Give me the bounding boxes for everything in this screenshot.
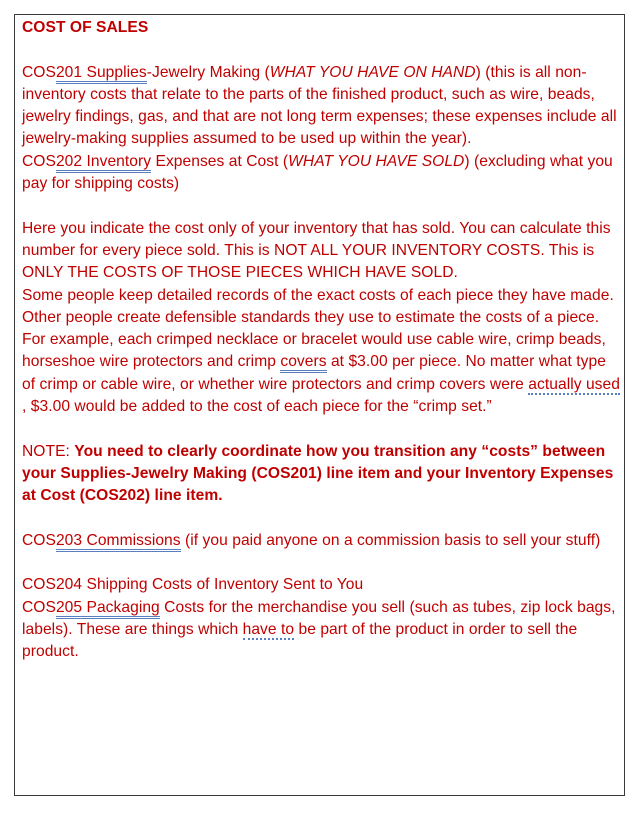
inventory-paragraph-2: Some people keep detailed records of the exact costs of each piece they have made. [22, 286, 614, 304]
cos202-prefix: COS [22, 152, 56, 170]
document-body [22, 17, 620, 664]
covers-word: covers [280, 353, 326, 373]
cos201-name: -Jewelry Making [146, 63, 261, 81]
cos203-prefix: COS [22, 531, 56, 549]
cos202-desc: ) (excluding what you pay for shipping costs) [22, 152, 613, 193]
cos202-name: Expenses at Cost ( [151, 152, 289, 170]
cos202-paragraph [22, 151, 620, 196]
cos203-code: 203 Commissions [56, 532, 181, 552]
note-label: NOTE: [22, 442, 75, 460]
section-title: COST OF SALES [22, 19, 149, 36]
cos202-note: WHAT YOU HAVE SOLD [288, 152, 465, 170]
cos201-note: WHAT YOU HAVE ON HAND [269, 63, 476, 81]
cos201-prefix: COS [22, 63, 56, 81]
cos202-code: 202 Inventory [56, 153, 151, 173]
cos203-desc: (if you paid anyone on a commission basis to sell your stuff) [180, 531, 601, 549]
actually-used-phrase: actually used [528, 375, 620, 393]
inventory-paragraph-3: Other people create defensible standards they use to estimate the costs of a piece. For example, each crimped necklace or bracelet would use cable wire, crimp beads, horseshoe wire protectors and crimp covers at $3.00 per piece. No matter what type of crimp or cable wire, or whether wire protectors and crimp covers were actually used, $3.00 would be added to the cost of each piece for the “crimp set.” [22, 308, 620, 416]
inventory-paragraph-1: Here you indicate the cost only of your inventory that has sold. You can calculate this number for every piece sold. This is NOT ALL YOUR INVENTORY COSTS. This is ONLY THE COSTS OF THOSE PIECES WHICH HAVE SOLD. [22, 219, 611, 282]
cos201-desc: ) (this is all non-inventory costs that relate to the parts of the finished product, such as wire, beads, jewelry findings, gas, and that are not long term expenses; these expenses include all jewelry-making supplies assumed to be used up within the year). [22, 63, 617, 148]
have-to-phrase: have to [242, 621, 295, 639]
cos205-paragraph: COS205 Packaging Costs for the merchandise you sell (such as tubes, zip lock bags, labels). These are things which have to be part of the product in order to sell the product. [22, 598, 616, 661]
cos201-code: 201 Supplies [56, 64, 147, 84]
cos205-code: 205 Packaging [56, 599, 160, 619]
cos203-paragraph [22, 530, 620, 552]
cos201-paragraph: COS201 Supplies-Jewelry Making (WHAT YOU HAVE ON HAND) (this is all non-inventory costs that relate to the parts of the finished product, such as wire, beads, jewelry findings, gas, and that are not long term expenses; these expenses include all jewelry-making supplies assumed to be used up within the year). [22, 63, 617, 148]
cos204-paragraph: COS204 Shipping Costs of Inventory Sent to You [22, 576, 364, 594]
note-paragraph [22, 441, 620, 508]
note-text: You need to clearly coordinate how you transition any “costs” between your Supplies-Jewelry Making (COS201) line item and your Inventory Expenses at Cost (COS202) line item. [22, 442, 614, 505]
cos205-prefix: COS [22, 598, 56, 616]
